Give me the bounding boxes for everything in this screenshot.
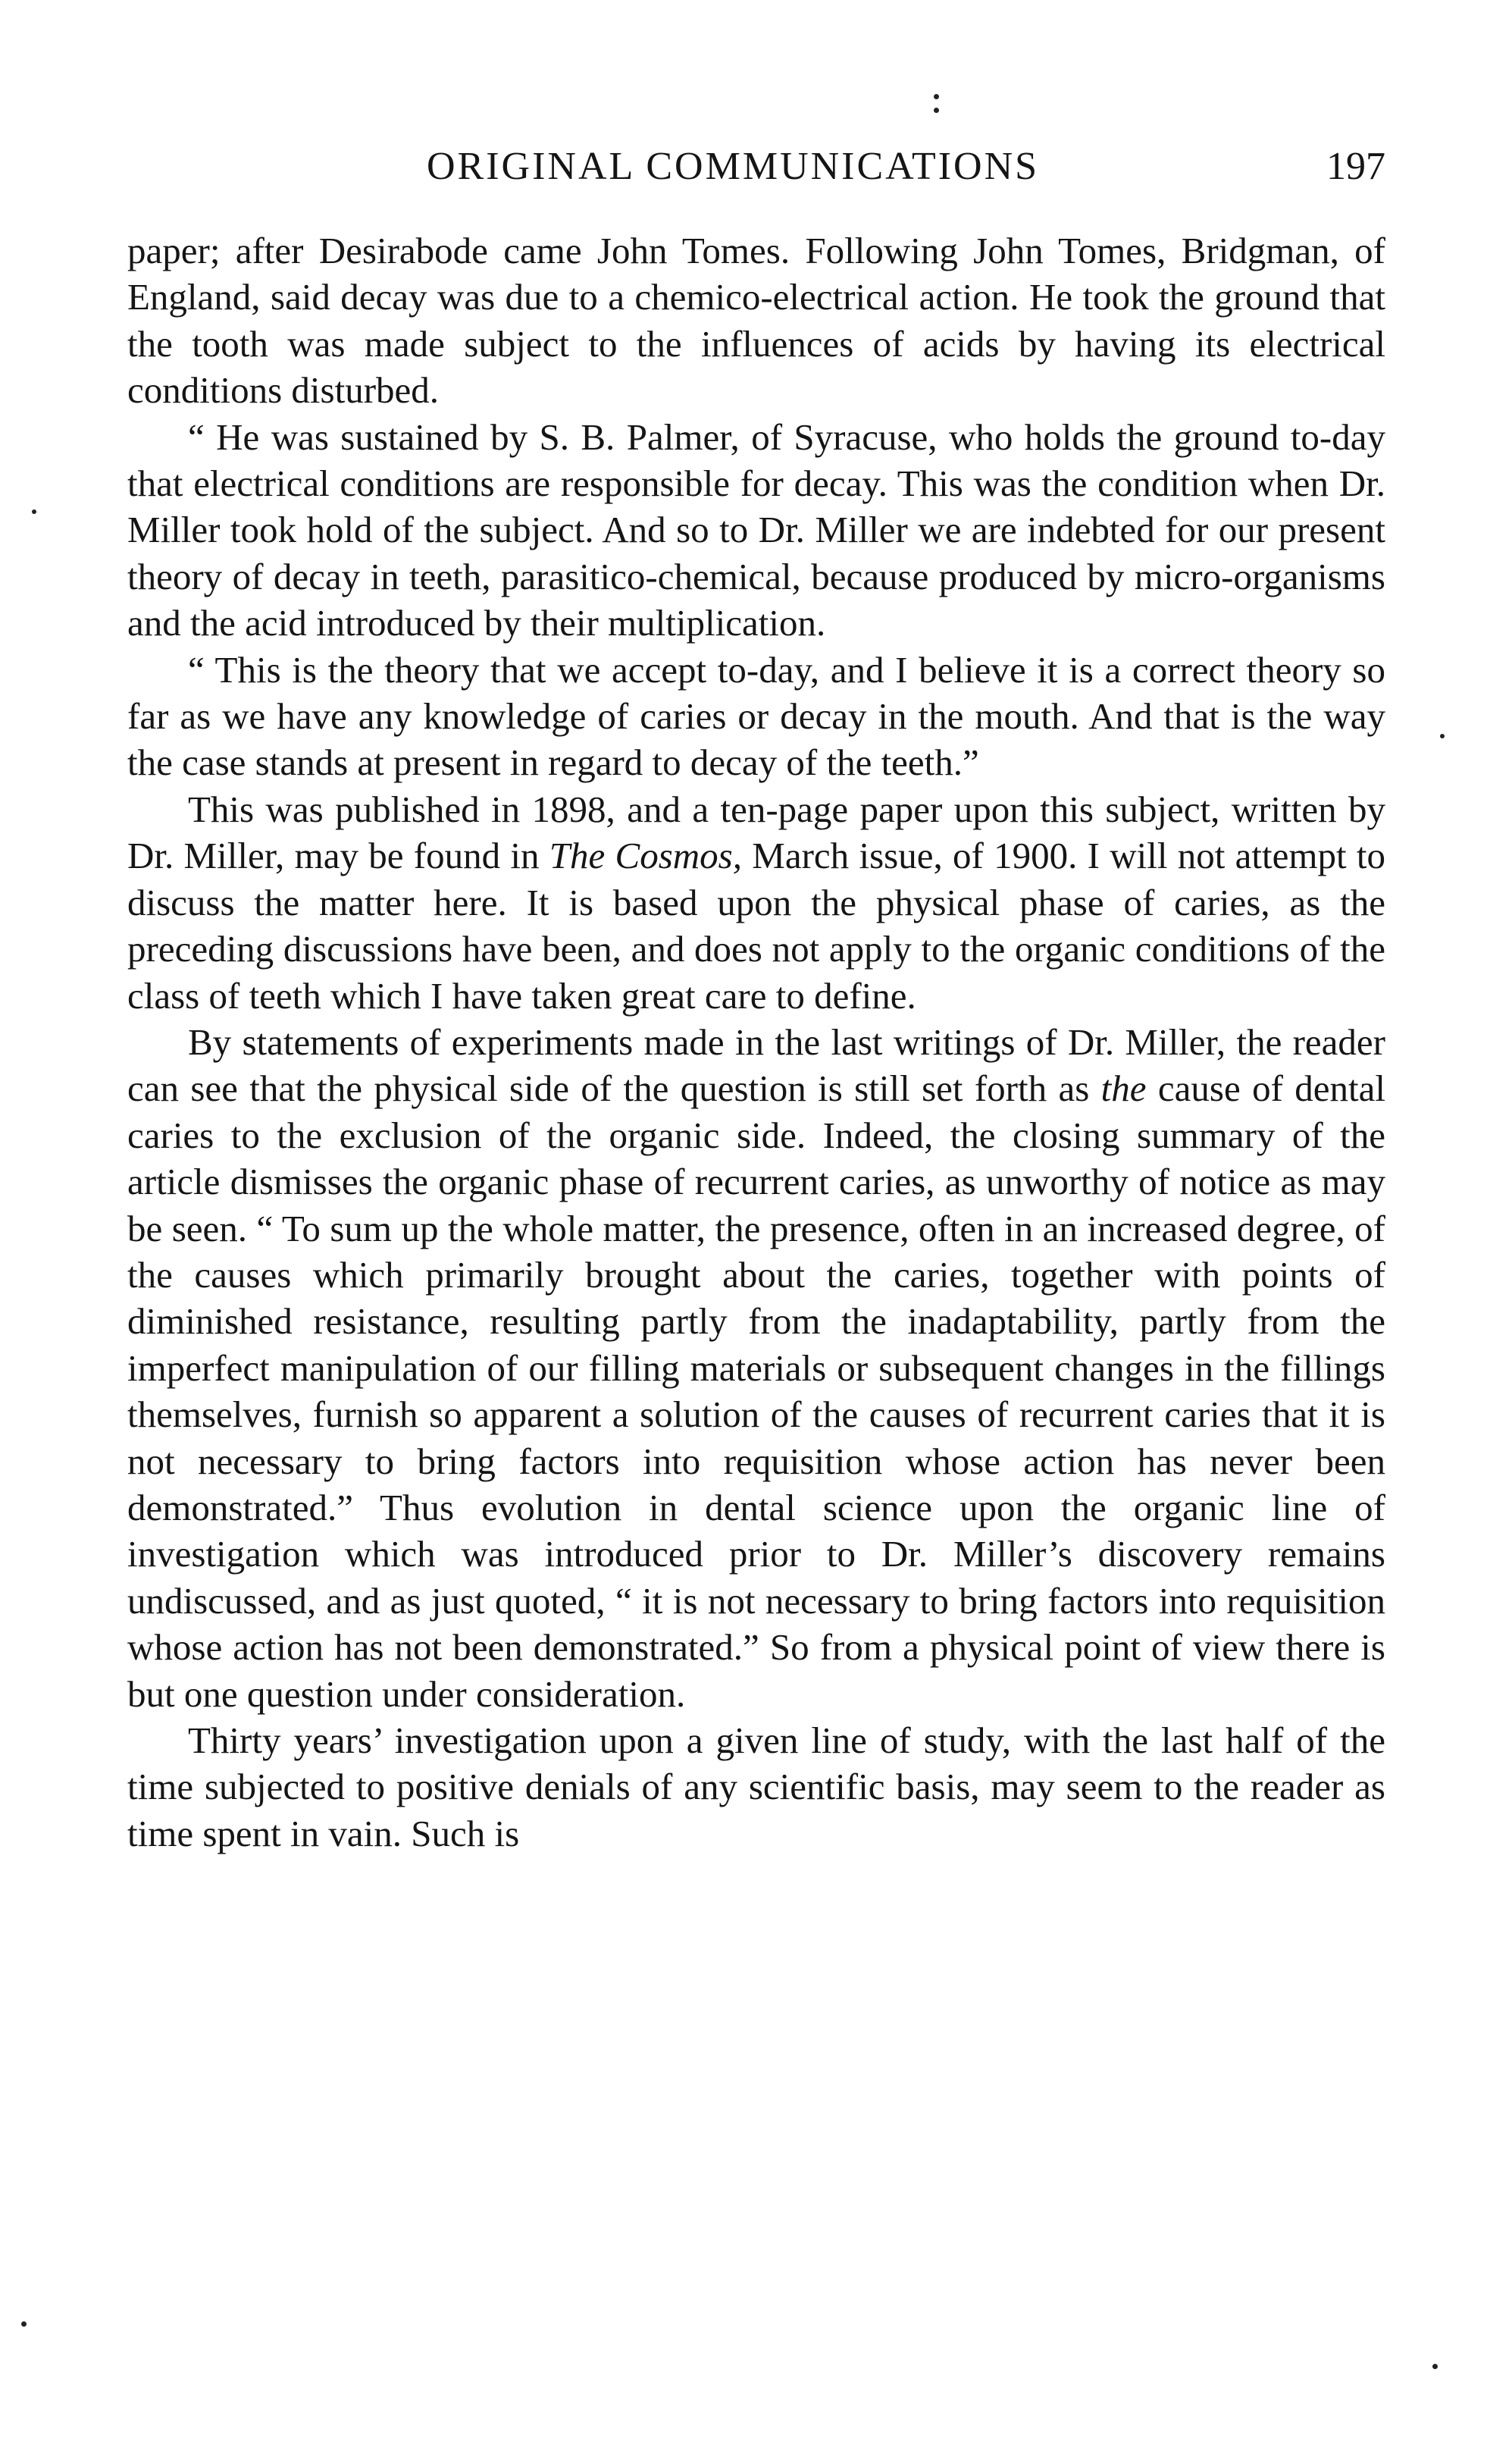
paragraph-5-text-b: cause of dental caries to the exclusion of the organic side. Indeed, the closing summary of the article dismisses the organic phase of recurrent caries, as unworthy of notice as may be seen. “ To sum up the whole matter, the presence, often in an increased degree, of the causes which primarily brought about the caries, together with points of diminished resistance, resulting partly from the inadaptability, partly from the imperfect manipulation of our filling materials or subsequent changes in the fillings themselves, furnish so apparent a solution of the causes of recurrent caries that it is not necessary to bring factors into requisition whose action has never been demonstrated.” Thus evolution in dental science upon the organic line of investigation which was introduced prior to Dr. Miller’s discovery remains undiscussed, and as just quoted, “ it is not necessary to bring factors into requisition whose action has not been demonstrated.” So from a physical point of view there is but one question under consideration. [127, 1067, 1385, 1715]
paragraph-6: Thirty years’ investigation upon a given line of study, with the last half of the time subjected to positive denials of any scientific basis, may seem to the reader as time spent in vain. Such is [127, 1719, 1385, 1854]
speck-mark [32, 509, 36, 514]
speck-mark [1432, 2364, 1438, 2369]
paragraph-2: “ He was sustained by S. B. Palmer, of Syracuse, who holds the ground to-day that electrical conditions are responsible for decay. This was the condition when Dr. Miller took hold of the subject. And so to Dr. Miller we are indebted for our present theory of decay in teeth, parasitico-chemical, because produced by micro-organisms and the acid introduced by their multiplication. [127, 415, 1385, 644]
running-head: ORIGINAL COMMUNICATIONS [427, 145, 1040, 188]
page-number: 197 [1326, 145, 1385, 188]
emphasized-word: the [1100, 1067, 1147, 1110]
journal-title: The Cosmos, [549, 835, 743, 877]
speck-mark [934, 94, 939, 99]
paragraph-4-text-b: March issue, of 1900. I will not attempt to discuss the matter here. It is based upon the physical phase of caries, as the preceding discussions have been, and does not apply to the organic conditions of the class of teeth which I have taken great care to define. [127, 835, 1385, 1017]
speck-mark [934, 108, 939, 113]
paragraph-1: paper; after Desirabode came John Tomes. Following John Tomes, Bridgman, of England, said decay was due to a chemico-electrical action. He took the ground that the tooth was made subject to the influences of acids by having its electrical conditions disturbed. [127, 230, 1385, 412]
speck-mark [21, 2321, 27, 2327]
paragraph-5-text-a: By statements of experiments made in the last writings of Dr. Miller, the reader can see that the physical side of the question is still set forth as [127, 1020, 1385, 1110]
paragraph-4-text-a: This was published in 1898, and a ten-page paper upon this subject, written by Dr. Miller, may be found in [127, 788, 1385, 877]
paragraph-3: “ This is the theory that we accept to-day, and I believe it is a correct theory so far as we have any knowledge of caries or decay in the mouth. And that is the way the case stands at present in regard to decay of the teeth.” [127, 648, 1385, 784]
speck-mark [1440, 734, 1445, 738]
